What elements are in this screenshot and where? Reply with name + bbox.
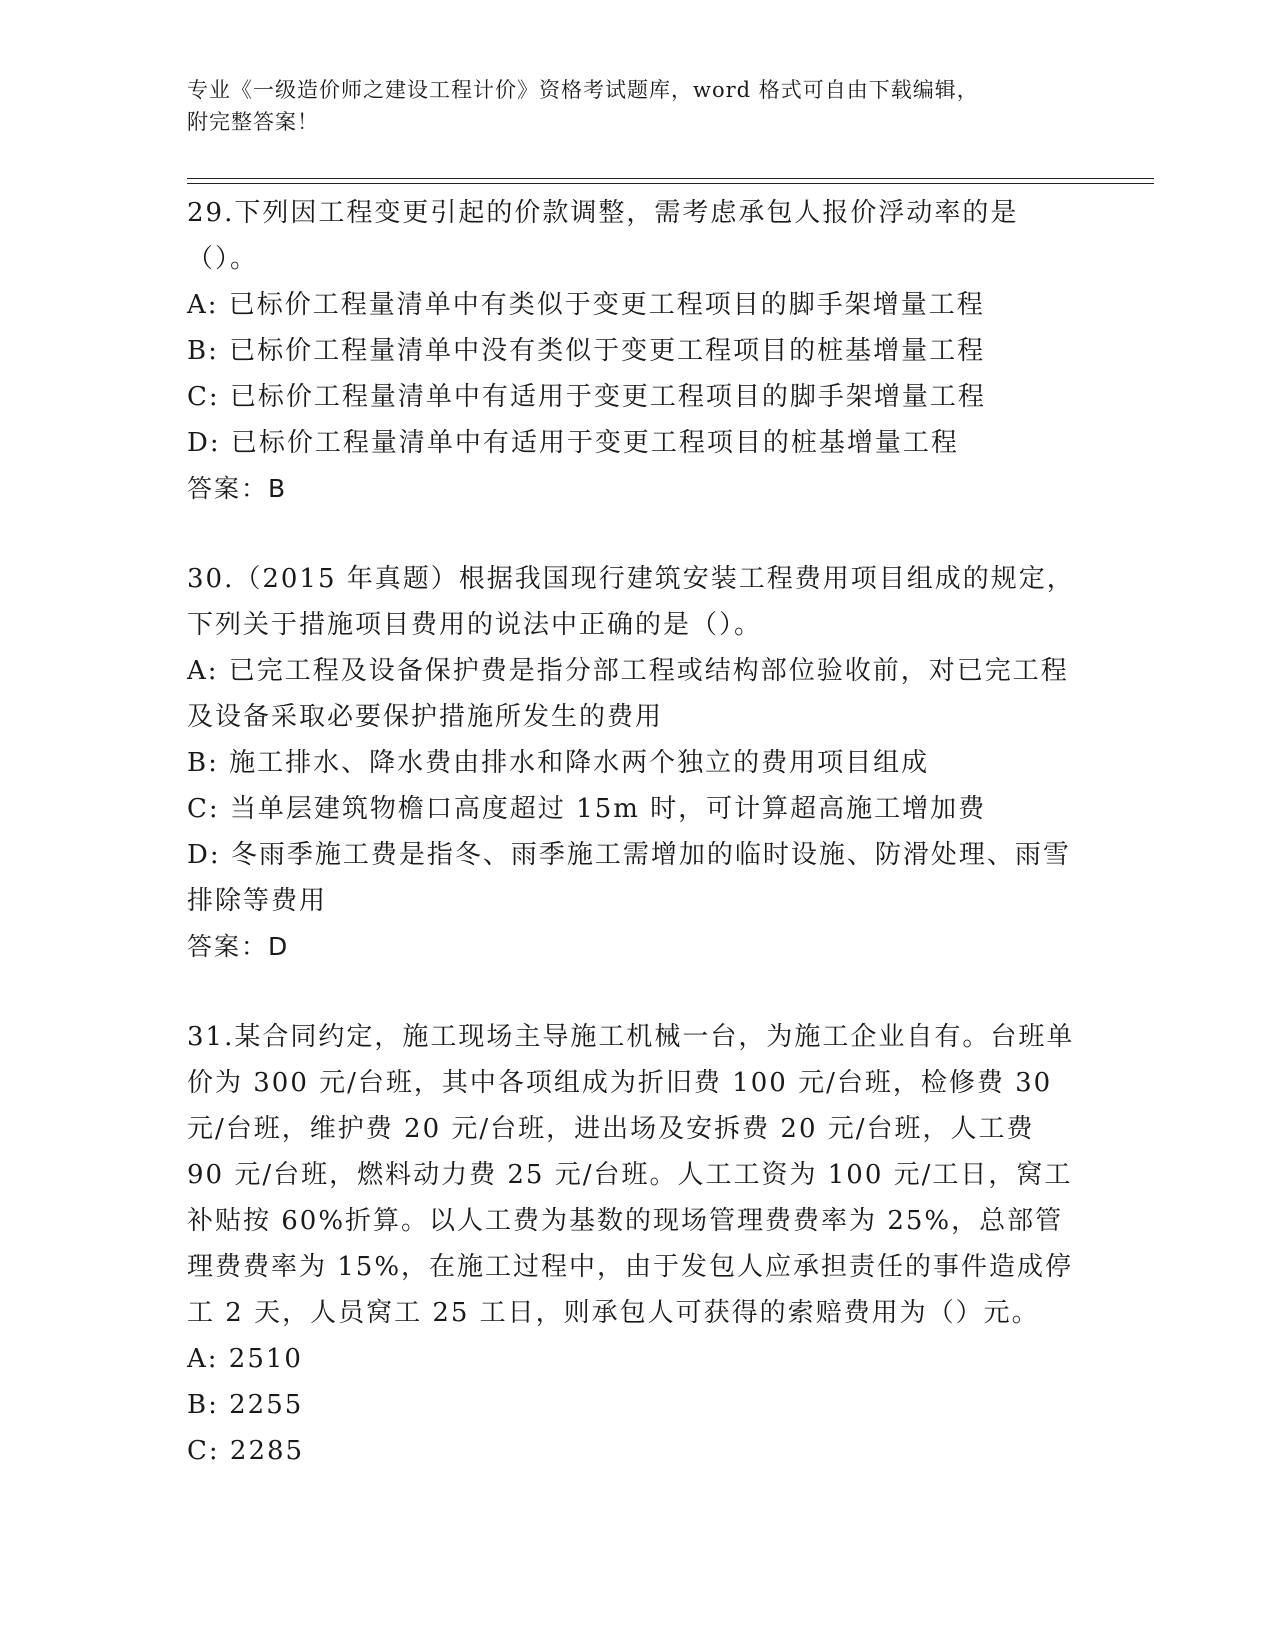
option-a: A: 已标价工程量清单中有类似于变更工程项目的脚手架增量工程 — [187, 290, 985, 320]
option-c: C: 2285 — [187, 1436, 305, 1466]
question-31 — [187, 1014, 1077, 1474]
question-stem: 29.下列因工程变更引起的价款调整，需考虑承包人报价浮动率的是（）。 — [187, 198, 1019, 274]
option-b: B: 施工排水、降水费由排水和降水两个独立的费用项目组成 — [187, 748, 930, 778]
option-b: B: 已标价工程量清单中没有类似于变更工程项目的桩基增量工程 — [187, 336, 986, 366]
question-stem: 30.（2015 年真题）根据我国现行建筑安装工程费用项目组成的规定，下列关于措施项目费用的说法中正确的是（）。 — [187, 564, 1075, 640]
option-a: A: 2510 — [187, 1344, 303, 1374]
option-b: B: 2255 — [187, 1390, 304, 1420]
option-c: C: 已标价工程量清单中有适用于变更工程项目的脚手架增量工程 — [187, 382, 986, 412]
header-divider-top — [187, 178, 1154, 179]
question-list — [187, 190, 1077, 1474]
answer-label: 答案：D — [187, 932, 290, 961]
answer-label: 答案：B — [187, 474, 288, 503]
question-spacer — [187, 512, 1077, 556]
question-29 — [187, 190, 1077, 512]
option-d: D: 冬雨季施工费是指冬、雨季施工需增加的临时设施、防滑处理、雨雪排除等费用 — [187, 840, 1071, 916]
question-30 — [187, 556, 1077, 970]
option-d: D: 已标价工程量清单中有适用于变更工程项目的桩基增量工程 — [187, 428, 959, 458]
option-c: C: 当单层建筑物檐口高度超过 15m 时，可计算超高施工增加费 — [187, 794, 987, 824]
question-stem: 31.某合同约定，施工现场主导施工机械一台，为施工企业自有。台班单价为 300 元/台班，其中各项组成为折旧费 100 元/台班，检修费 30 元/台班，维护费 20 元/台班，进出场及安拆费 20 元/台班，人工费 90 元/台班，燃料动力费 25 元/台班。人工工资为 100 元/工日，窝工补贴按 60%折算。以人工费为基数的现场管理费费率为 25%，总部管理费费率为 15%，在施工过程中，由于发包人应承担责任的事件造成停工 2 天，人员窝工 25 工日，则承包人可获得的索赔费用为（）元。 — [187, 1022, 1075, 1328]
header-line-2: 附完整答案！ — [187, 110, 319, 134]
document-header-note — [187, 74, 1087, 138]
header-line-1: 专业《一级造价师之建设工程计价》资格考试题库，word 格式可自由下载编辑， — [187, 78, 979, 102]
header-divider-bottom — [187, 183, 1154, 184]
question-spacer — [187, 970, 1077, 1014]
option-a: A: 已完工程及设备保护费是指分部工程或结构部位验收前，对已完工程及设备采取必要保护措施所发生的费用 — [187, 656, 1069, 732]
